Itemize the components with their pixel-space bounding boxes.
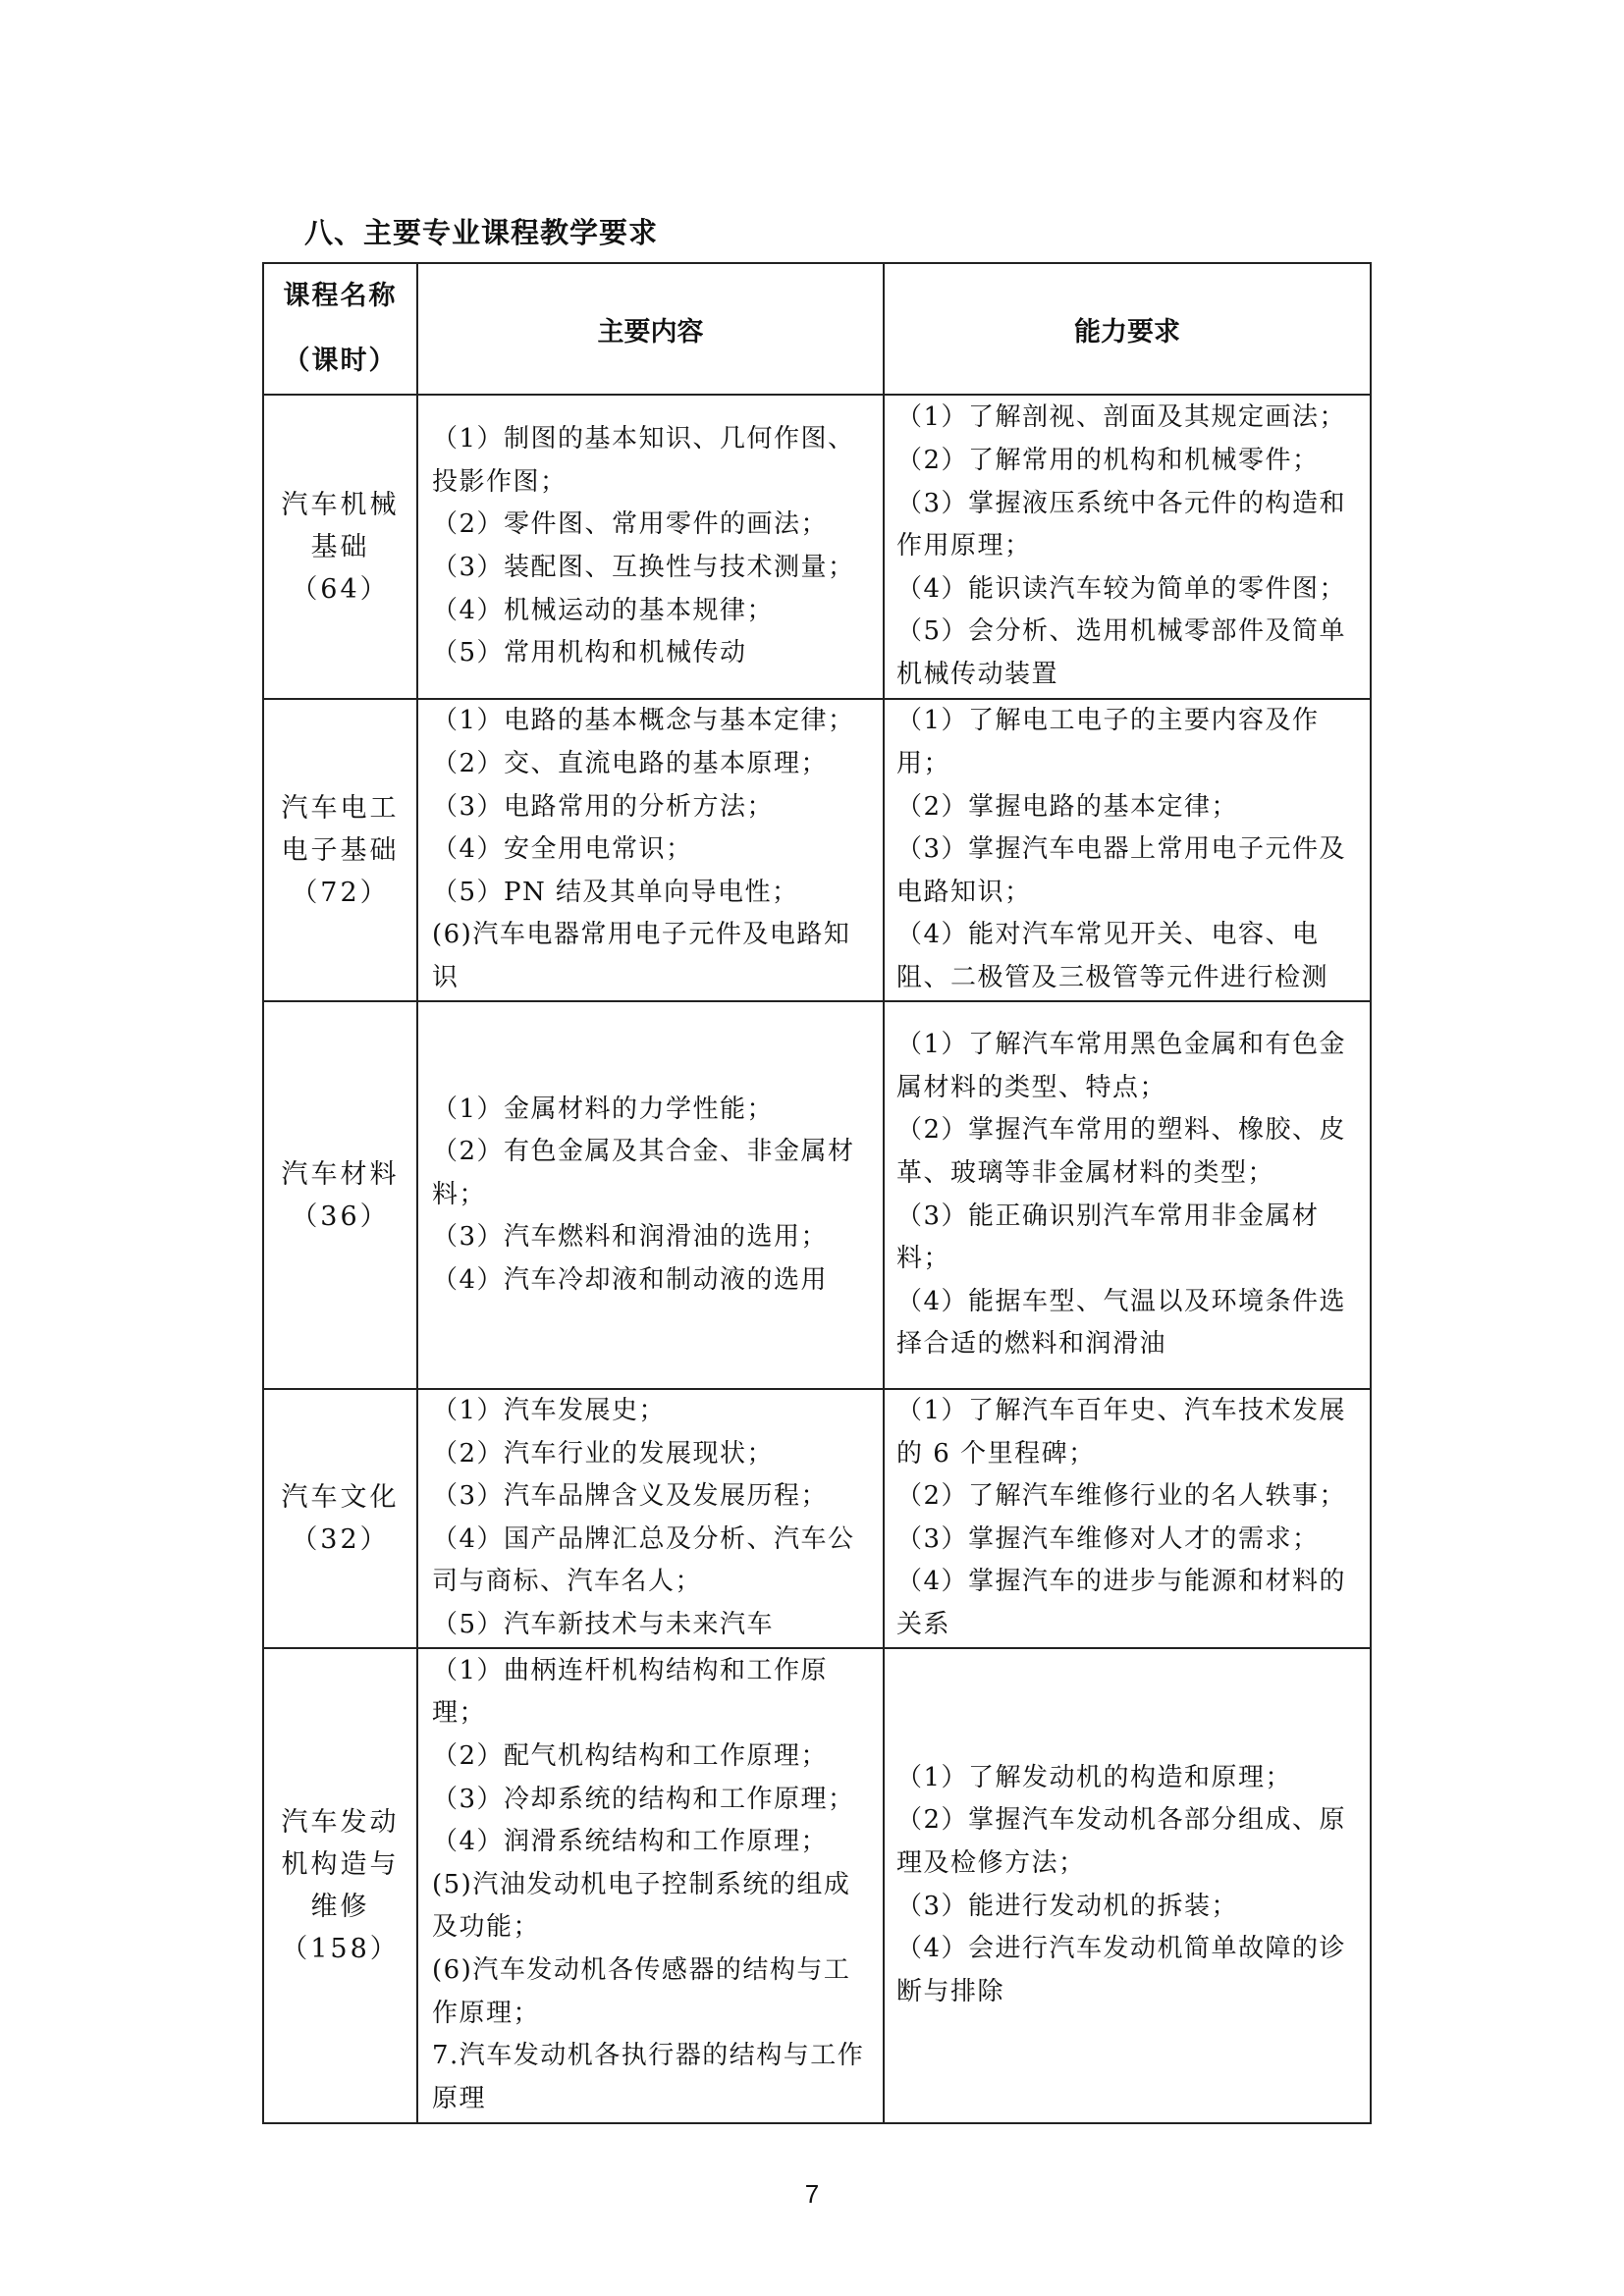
ability-item: （4）能识读汽车较为简单的零件图；: [896, 573, 1347, 604]
table-row: [263, 1389, 1371, 1648]
content-item: （3）汽车燃料和润滑油的选用；: [432, 1222, 829, 1253]
course-hours: （72）: [291, 877, 390, 908]
ability-item: （3）能正确识别汽车常用非金属材料；: [896, 1201, 1320, 1274]
content-item: 7.汽车发动机各执行器的结构与工作原理: [432, 2041, 865, 2113]
content-item: （4）汽车冷却液和制动液的选用: [432, 1264, 829, 1295]
ability-item: （2）掌握电路的基本定律；: [896, 791, 1239, 822]
ability-cell: [884, 1001, 1371, 1389]
content-item: (5)汽油发动机电子控制系统的组成及功能；: [432, 1869, 851, 1943]
header-course-name: [263, 263, 417, 395]
header-course-name-line1: 课程名称: [283, 281, 398, 311]
page-number: 7: [804, 2179, 820, 2209]
course-hours: （64）: [291, 573, 390, 605]
table-row: [263, 1001, 1371, 1389]
content-item: （1）电路的基本概念与基本定律；: [432, 706, 855, 736]
ability-item: （2）掌握汽车常用的塑料、橡胶、皮革、玻璃等非金属材料的类型；: [896, 1115, 1347, 1188]
ability-cell: [884, 395, 1371, 699]
ability-item: （1）了解剖视、剖面及其规定画法；: [896, 402, 1347, 433]
ability-item: （1）了解汽车常用黑色金属和有色金属材料的类型、特点；: [896, 1030, 1347, 1102]
content-item: （2）交、直流电路的基本原理；: [432, 749, 829, 779]
ability-item: （3）掌握液压系统中各元件的构造和作用原理；: [896, 488, 1347, 561]
content-item: （4）安全用电常识；: [432, 834, 693, 865]
course-hours: （36）: [291, 1201, 390, 1232]
ability-item: （5）会分析、选用机械零部件及简单机械传动装置: [896, 616, 1347, 689]
ability-item: （2）掌握汽车发动机各部分组成、原理及检修方法；: [896, 1805, 1347, 1878]
ability-item: （2）了解汽车维修行业的名人轶事；: [896, 1481, 1347, 1512]
course-hours: （32）: [291, 1523, 390, 1555]
content-item: （4）国产品牌汇总及分析、汽车公司与商标、汽车名人；: [432, 1523, 855, 1597]
content-item: （5）汽车新技术与未来汽车: [432, 1609, 775, 1639]
header-course-name-line2: （课时）: [283, 346, 398, 376]
course-name-line: 汽车电工: [281, 792, 400, 824]
ability-item: （4）能据车型、气温以及环境条件选择合适的燃料和润滑油: [896, 1286, 1347, 1360]
header-ability-requirement: 能力要求: [884, 263, 1371, 395]
content-item: （3）电路常用的分析方法；: [432, 791, 775, 822]
course-name-line: 汽车机械: [281, 489, 400, 520]
course-requirements-table: [262, 262, 1372, 2124]
course-name-line: 汽车发动: [281, 1806, 400, 1838]
content-item: （4）机械运动的基本规律；: [432, 595, 775, 625]
content-item: （2）汽车行业的发展现状；: [432, 1438, 775, 1468]
ability-cell: [884, 699, 1371, 1001]
ability-item: （2）了解常用的机构和机械零件；: [896, 446, 1320, 476]
ability-item: （3）掌握汽车电器上常用电子元件及电路知识；: [896, 834, 1347, 907]
course-name-line: 基础: [310, 531, 370, 562]
content-item: （4）润滑系统结构和工作原理；: [432, 1827, 829, 1857]
header-main-content: 主要内容: [417, 263, 884, 395]
content-item: （2）有色金属及其合金、非金属材料；: [432, 1137, 855, 1209]
course-name-line: 汽车文化: [281, 1481, 400, 1513]
table-row: [263, 1648, 1371, 2123]
ability-item: （4）掌握汽车的进步与能源和材料的关系: [896, 1567, 1347, 1639]
course-name-line: 维修: [310, 1891, 370, 1922]
content-item: （3）装配图、互换性与技术测量；: [432, 553, 855, 582]
content-item: (6)汽车发动机各传感器的结构与工作原理；: [432, 1954, 851, 2028]
ability-item: （1）了解发动机的构造和原理；: [896, 1762, 1293, 1792]
section-title: 八、主要专业课程教学要求: [304, 216, 659, 249]
main-content-cell: [417, 699, 884, 1001]
content-item: （5）常用机构和机械传动: [432, 638, 747, 668]
content-item: （3）汽车品牌含义及发展历程；: [432, 1481, 829, 1512]
main-content-cell: [417, 1389, 884, 1648]
course-name-cell: [263, 1648, 417, 2123]
ability-item: （3）能进行发动机的拆装；: [896, 1891, 1239, 1921]
course-name-cell: [263, 395, 417, 699]
main-content-cell: [417, 1001, 884, 1389]
content-item: （1）汽车发展史；: [432, 1396, 667, 1425]
content-item: （1）金属材料的力学性能；: [432, 1094, 775, 1124]
table-header-row: [263, 263, 1371, 395]
course-name-cell: [263, 699, 417, 1001]
table-row: [263, 699, 1371, 1001]
main-content-cell: [417, 395, 884, 699]
course-name-line: 电子基础: [281, 834, 400, 866]
content-item: （2）配气机构结构和工作原理；: [432, 1740, 829, 1771]
ability-cell: [884, 1648, 1371, 2123]
course-name-line: 机构造与: [281, 1848, 400, 1880]
course-name-line: 汽车材料: [281, 1158, 400, 1190]
main-content-cell: [417, 1648, 884, 2123]
content-item: （1）曲柄连杆机构结构和工作原理；: [432, 1655, 829, 1729]
ability-item: （1）了解电工电子的主要内容及作用；: [896, 706, 1320, 779]
ability-item: （3）掌握汽车维修对人才的需求；: [896, 1523, 1320, 1554]
ability-item: （1）了解汽车百年史、汽车技术发展的 6 个里程碑；: [896, 1396, 1347, 1468]
content-item: （2）零件图、常用零件的画法；: [432, 509, 829, 540]
course-name-cell: [263, 1001, 417, 1389]
ability-item: （4）能对汽车常见开关、电容、电阻、二极管及三极管等元件进行检测: [896, 920, 1329, 992]
content-item: (6)汽车电器常用电子元件及电路知识: [432, 920, 851, 992]
content-item: （5）PN 结及其单向导电性；: [432, 877, 799, 907]
course-name-cell: [263, 1389, 417, 1648]
ability-item: （4）会进行汽车发动机简单故障的诊断与排除: [896, 1934, 1347, 2006]
course-hours: （158）: [281, 1933, 400, 1964]
content-item: （3）冷却系统的结构和工作原理；: [432, 1784, 855, 1814]
table-row: [263, 395, 1371, 699]
content-item: （1）制图的基本知识、几何作图、投影作图；: [432, 424, 855, 497]
ability-cell: [884, 1389, 1371, 1648]
